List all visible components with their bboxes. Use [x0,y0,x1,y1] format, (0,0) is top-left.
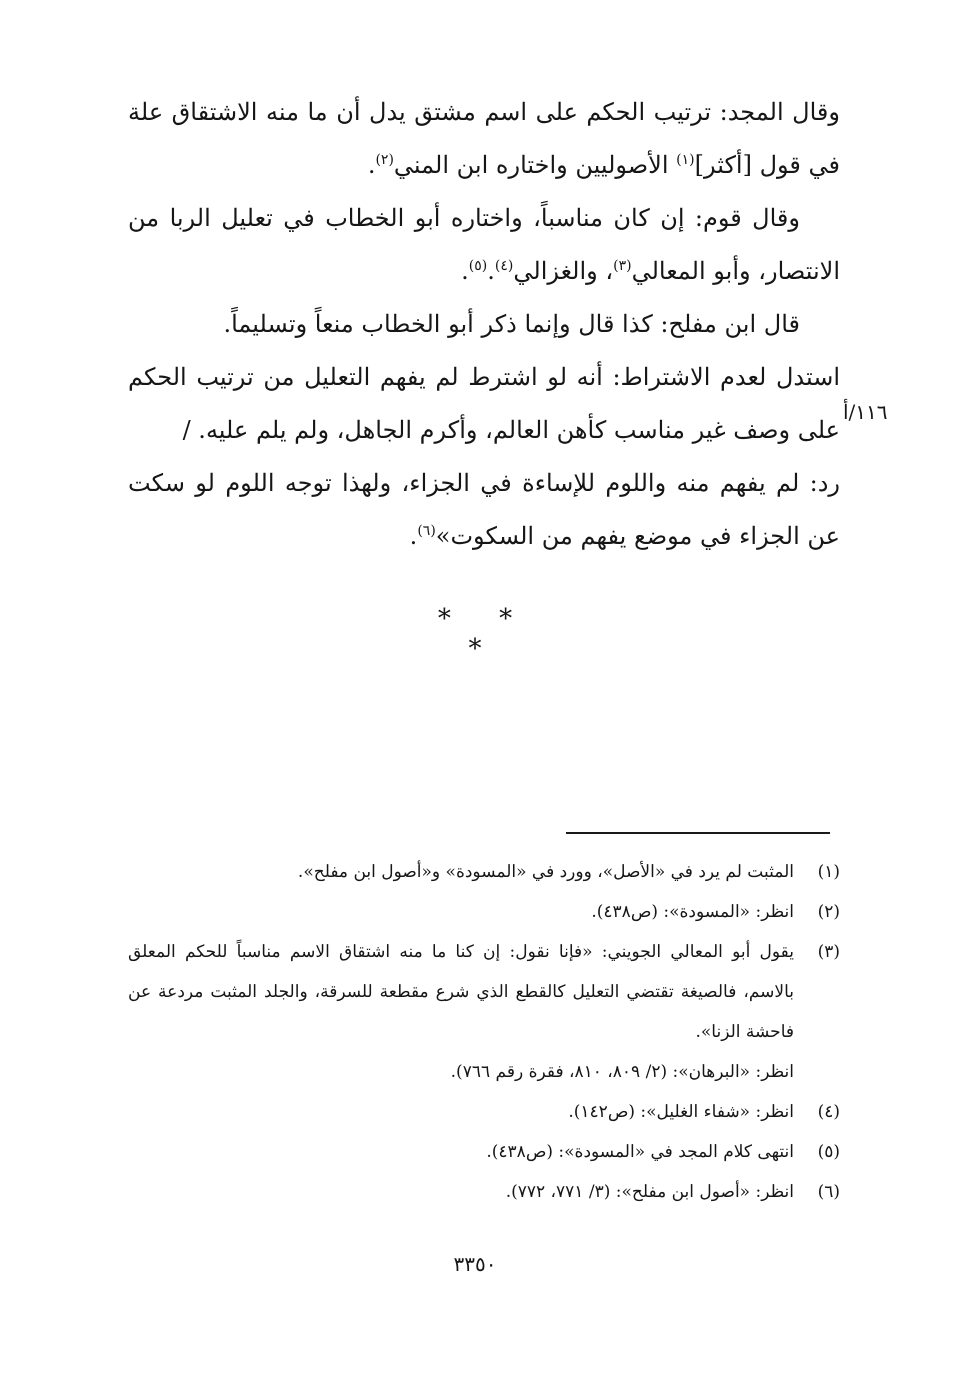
paragraph-5-text-b: . [409,522,418,550]
paragraph-2-text-d: . [461,257,469,285]
footnote-1 [128,852,840,892]
section-separator: * * * [437,604,533,664]
manuscript-folio-marker: ١١٦/أ [843,400,888,424]
footnote-text: يقول أبو المعالي الجويني: «فإنا نقول: إن كنا ما منه اشتقاق الاسم مناسباً للحكم المعلق بالاسم، فالصيغة تقتضي التعليل كالقطع الذي شرع مقطعة للسرقة، والجلد المثبت مردعة عن فاحشة الزنا». [128,942,794,1042]
page-number: ٣٣٥٠ [453,1252,497,1276]
footnote-ref-6[interactable]: (٦) [417,523,436,539]
footnote-divider [566,832,830,834]
footnote-ref-5[interactable]: (٥) [468,258,488,274]
paragraph-1-text-b: الأصوليين واختاره ابن المني [393,151,677,179]
footnote-6 [128,1172,840,1212]
paragraph-2-text-c: . [487,257,495,285]
footnote-2 [128,892,840,932]
footnote-number: (٢) [817,902,840,922]
paragraph-2-text-a: وقال قوم: إن كان مناسباً، واختاره أبو الخطاب في تعليل الربا من الانتصار، وأبو المعالي [128,204,840,285]
paragraph-1 [128,86,840,192]
footnote-text: انظر: «شفاء الغليل»: (ص١٤٢). [568,1102,794,1122]
footnote-ref-4[interactable]: (٤) [494,258,514,274]
paragraph-2 [128,192,840,298]
footnote-text: انتهى كلام المجد في «المسودة»: (ص٤٣٨). [486,1142,794,1162]
paragraph-4: استدل لعدم الاشتراط: أنه لو اشترط لم يفهم التعليل من ترتيب الحكم على وصف غير مناسب كأهن العالم، وأكرم الجاهل، ولم يلم عليه. / [128,363,840,444]
footnote-number: (٣) [817,942,840,962]
footnote-number: (٦) [817,1182,840,1202]
footnote-4 [128,1092,840,1132]
paragraph-5-text-a: رد: لم يفهم منه واللوم للإساءة في الجزاء، ولهذا توجه اللوم لو سكت عن الجزاء في موضع يفهم من السكوت» [128,469,840,550]
footnote-number: (٥) [817,1142,840,1162]
footnote-number: (١) [817,862,840,882]
paragraph-2-text-b: ، والغزالي [513,257,614,285]
footnote-5 [128,1132,840,1172]
footnotes [128,852,840,1212]
footnote-ref-1[interactable]: (١) [676,152,695,168]
main-text [128,86,840,563]
footnote-ref-2[interactable]: (٢) [375,152,394,168]
paragraph-1-text-c: . [367,151,376,179]
paragraph-1-text-a: وقال المجد: ترتيب الحكم على اسم مشتق يدل أن ما منه الاشتقاق علة في قول [أكثر] [128,98,840,179]
footnote-number: (٤) [817,1102,840,1122]
footnote-text: انظر: «أصول ابن مفلح»: (٣/ ٧٧١، ٧٧٢). [505,1182,794,1202]
footnote-3 [128,932,840,1052]
footnote-ref-3[interactable]: (٣) [613,258,632,274]
footnote-text: انظر: «المسودة»: (ص٤٣٨). [591,902,794,922]
footnote-text: المثبت لم يرد في «الأصل»، وورد في «المسودة» و«أصول ابن مفلح». [297,862,794,882]
paragraph-3: قال ابن مفلح: كذا قال وإنما ذكر أبو الخطاب منعاً وتسليماً. [223,310,800,338]
paragraph-5 [128,457,840,563]
footnote-3-continuation: انظر: «البرهان»: (٢/ ٨٠٩، ٨١٠، فقرة رقم ٧٦٦). [450,1062,794,1082]
